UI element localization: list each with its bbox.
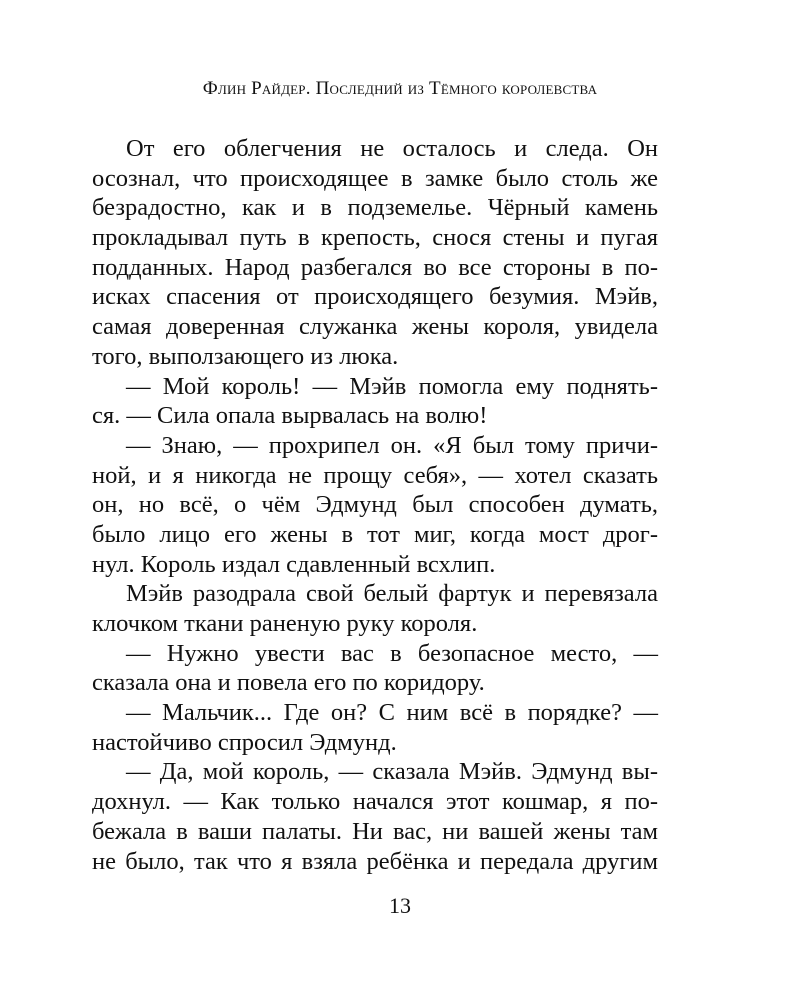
text-line: — Мой король! — Мэйв помогла ему поднять-	[126, 372, 658, 400]
text-line: — Знаю, — прохрипел он. «Я был тому причи-	[126, 431, 658, 459]
text-line: того, выползающего из люка.	[92, 342, 399, 370]
page-number: 13	[389, 893, 411, 918]
text-line: не было, так что я взяла ребёнка и передала другим	[92, 847, 658, 875]
text-line: настойчиво спросил Эдмунд.	[92, 728, 397, 756]
running-header: Флин Райдер. Последний из Тёмного королевства	[202, 78, 598, 99]
text-line: осознал, что происходящее в замке было столь же	[92, 164, 658, 192]
text-line: бежала в ваши палаты. Ни вас, ни вашей жены там	[92, 817, 658, 845]
text-line: ся. — Сила опала вырвалась на волю!	[92, 402, 488, 430]
text-line: было лицо его жены в тот миг, когда мост дрог-	[92, 520, 658, 548]
text-line: подданных. Народ разбегался во все стороны в по-	[92, 253, 658, 281]
text-line: ной, и я никогда не прощу себя», — хотел сказать	[92, 461, 658, 489]
text-line: самая доверенная служанка жены короля, увидела	[92, 313, 658, 341]
text-line: — Нужно увести вас в безопасное место, —	[126, 639, 658, 667]
text-line: Мэйв разодрала свой белый фартук и перевязала	[126, 580, 658, 608]
text-line: нул. Король издал сдавленный всхлип.	[92, 550, 496, 578]
text-line: От его облегчения не осталось и следа. Он	[126, 135, 658, 162]
text-line: исках спасения от происходящего безумия. Мэйв,	[92, 283, 658, 311]
text-line: дохнул. — Как только начался этот кошмар, я по-	[92, 788, 658, 816]
text-line: безрадостно, как и в подземелье. Чёрный камень	[92, 194, 658, 222]
text-line: сказала она и повела его по коридору.	[92, 669, 485, 697]
text-line: он, но всё, о чём Эдмунд был способен думать,	[92, 491, 658, 519]
text-line: прокладывал путь в крепость, снося стены и пугая	[92, 224, 658, 252]
text-line: — Да, мой король, — сказала Мэйв. Эдмунд вы-	[126, 758, 658, 786]
text-line: — Мальчик... Где он? С ним всё в порядке? —	[126, 699, 658, 727]
body-text	[92, 134, 658, 876]
text-line: клочком ткани раненую руку короля.	[92, 610, 478, 637]
